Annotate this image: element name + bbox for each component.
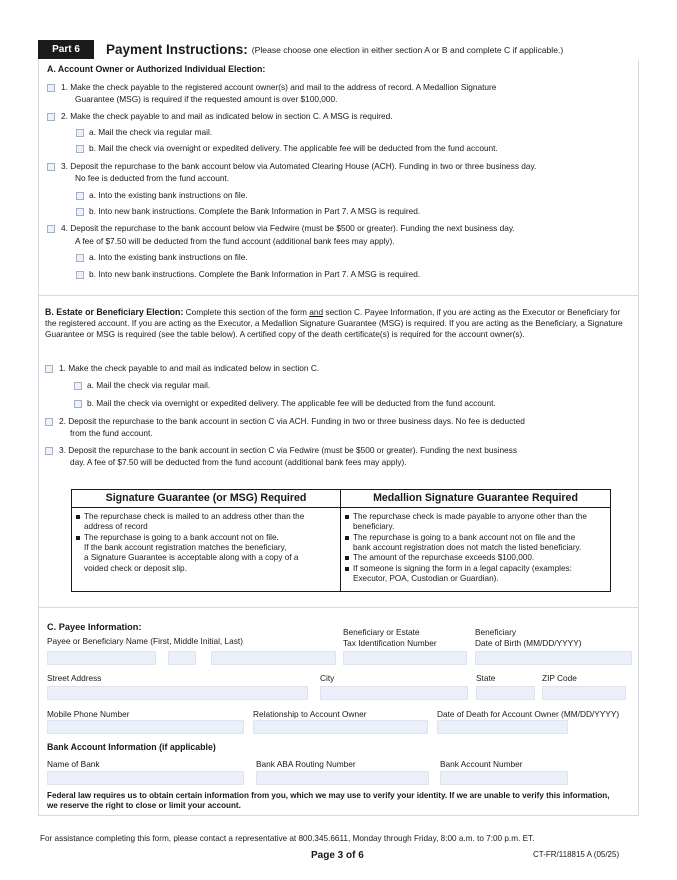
page-number: Page 3 of 6 <box>311 850 364 861</box>
section-b-intro-2: section C. Payee Information, if you are acting as the Executor or Beneficiary for the registered account. If you are acting as the Executor, a Medallion Signature Guarantee (MSG) is required. If you are acting as the Beneficiary, a Signature Guarantee or MSG is required (see the table below). A certified copy of the death certificate(s) is required for the account owner(s). <box>45 307 623 340</box>
part-title: Payment Instructions: <box>106 41 248 57</box>
section-a-option4b-text: b. Into new bank instructions. Complete the Bank Information in Part 7. A MSG is required. <box>89 269 421 279</box>
account-number-input[interactable] <box>440 771 568 785</box>
form-code: CT-FR/118815 A (05/25) <box>533 850 620 859</box>
list-item: The repurchase is going to a bank account not on file. If the bank account registration matches the beneficiary, a Signature Guarantee is acceptable along with a copy of a voided check or deposit slip. <box>76 533 337 574</box>
section-b-option3-text: 3. Deposit the repurchase to the bank account in section C via Fedwire (must be $500 or greater). Funding the next business <box>59 445 517 455</box>
tin-label-2: Tax Identification Number <box>343 638 437 648</box>
footer-assistance: For assistance completing this form, please contact a representative at 800.345.6611, Monday through Friday, 8:00 a.m. to 7:00 p.m. ET. <box>40 834 535 843</box>
section-b-option1-text: 1. Make the check payable to and mail as indicated below in section C. <box>59 363 320 373</box>
relationship-label: Relationship to Account Owner <box>253 709 367 719</box>
payee-name-label: Payee or Beneficiary Name (First, Middle Initial, Last) <box>47 636 243 646</box>
section-a-option4a-checkbox[interactable] <box>76 254 84 262</box>
tin-label-1: Beneficiary or Estate <box>343 627 420 637</box>
section-a-option2b-checkbox[interactable] <box>76 145 84 153</box>
section-a-option2a-text: a. Mail the check via regular mail. <box>89 127 213 137</box>
list-item: The repurchase is going to a bank account not on file and the bank account registration does not match the listed beneficiary. <box>345 533 607 554</box>
section-b-option1-checkbox[interactable] <box>45 365 53 373</box>
section-b-option1b-checkbox[interactable] <box>74 400 82 408</box>
section-a-option2-text: 2. Make the check payable to and mail as indicated below in section C. A MSG is required. <box>61 111 393 121</box>
part-tag: Part 6 <box>38 40 94 59</box>
section-b-option1a-checkbox[interactable] <box>74 382 82 390</box>
mobile-phone-label: Mobile Phone Number <box>47 709 130 719</box>
section-a-option3b-text: b. Into new bank instructions. Complete the Bank Information in Part 7. A MSG is required. <box>89 206 421 216</box>
table-cell-medallion-guarantee <box>341 508 611 592</box>
bank-name-input[interactable] <box>47 771 244 785</box>
zip-label: ZIP Code <box>542 673 577 683</box>
section-a-option3b-checkbox[interactable] <box>76 208 84 216</box>
section-a-option3-text-cont: No fee is deducted from the fund account. <box>75 173 230 183</box>
section-b-option2-text: 2. Deposit the repurchase to the bank account in section C via ACH. Funding in two or three business days. No fee is deducted <box>59 416 525 426</box>
section-b-option1a-text: a. Mail the check via regular mail. <box>87 380 211 390</box>
list-item: The repurchase check is mailed to an address other than the address of record <box>76 512 337 533</box>
account-number-label: Bank Account Number <box>440 759 523 769</box>
routing-number-label: Bank ABA Routing Number <box>256 759 356 769</box>
list-item: The repurchase check is made payable to anyone other than the beneficiary. <box>345 512 607 533</box>
section-b-option2-checkbox[interactable] <box>45 418 53 426</box>
section-a-option4b-checkbox[interactable] <box>76 271 84 279</box>
street-address-input[interactable] <box>47 686 308 700</box>
part-subtitle: (Please choose one election in either section A or B and complete C if applicable.) <box>251 44 564 55</box>
section-a-option2b-text: b. Mail the check via overnight or expedited delivery. The applicable fee will be deducted from the fund account. <box>89 143 498 153</box>
relationship-input[interactable] <box>253 720 428 734</box>
payee-last-name-input[interactable] <box>211 651 336 665</box>
federal-notice-line2: we reserve the right to close or limit your account. <box>47 801 241 810</box>
payee-first-name-input[interactable] <box>47 651 156 665</box>
dob-input[interactable] <box>475 651 632 665</box>
tin-input[interactable] <box>343 651 467 665</box>
section-b-intro-and: and <box>309 307 324 317</box>
dob-label-1: Beneficiary <box>475 627 517 637</box>
state-label: State <box>476 673 496 683</box>
city-input[interactable] <box>320 686 468 700</box>
section-a-option1-text-cont: Guarantee (MSG) is required if the requested amount is over $100,000. <box>75 94 338 104</box>
section-b-option3-text-cont: day. A fee of $7.50 will be deducted from the fund account (additional bank fees may apply). <box>70 457 407 467</box>
date-of-death-label: Date of Death for Account Owner (MM/DD/YYYY) <box>437 709 620 719</box>
city-label: City <box>320 673 335 683</box>
mobile-phone-input[interactable] <box>47 720 244 734</box>
section-a-option3-text: 3. Deposit the repurchase to the bank account below via Automated Clearing House (ACH). Funding in two or three business day. <box>61 161 537 171</box>
section-b-option2-text-cont: from the fund account. <box>70 428 153 438</box>
section-b-option1b-text: b. Mail the check via overnight or expedited delivery. The applicable fee will be deducted from the fund account. <box>87 398 496 408</box>
zip-input[interactable] <box>542 686 626 700</box>
section-a-option2-checkbox[interactable] <box>47 113 55 121</box>
bank-info-heading: Bank Account Information (if applicable) <box>47 742 216 752</box>
section-a-option4a-text: a. Into the existing bank instructions on file. <box>89 252 248 262</box>
section-a-option4-text-cont: A fee of $7.50 will be deducted from the fund account (additional bank fees may apply). <box>75 236 395 246</box>
bank-name-label: Name of Bank <box>47 759 100 769</box>
section-b-heading: B. Estate or Beneficiary Election: <box>45 307 184 317</box>
federal-notice-line1: Federal law requires us to obtain certain information from you, which we may use to verify your identity. If we are unable to verify this information, <box>47 791 610 800</box>
section-a-option2a-checkbox[interactable] <box>76 129 84 137</box>
table-header-signature-guarantee: Signature Guarantee (or MSG) Required <box>72 490 341 508</box>
section-b-intro <box>45 307 627 340</box>
payee-middle-initial-input[interactable] <box>168 651 196 665</box>
part-header <box>38 40 563 59</box>
section-b-intro-1: Complete this section of the form <box>185 307 307 317</box>
routing-number-input[interactable] <box>256 771 429 785</box>
section-a-option3-checkbox[interactable] <box>47 163 55 171</box>
section-a-option4-text: 4. Deposit the repurchase to the bank account below via Fedwire (must be $500 or greater). Funding the next business day. <box>61 223 515 233</box>
section-a-heading: A. Account Owner or Authorized Individual Election: <box>47 64 266 74</box>
table-header-medallion-guarantee: Medallion Signature Guarantee Required <box>341 490 611 508</box>
section-a-option3a-checkbox[interactable] <box>76 192 84 200</box>
dob-label-2: Date of Birth (MM/DD/YYYY) <box>475 638 582 648</box>
signature-guarantee-table <box>71 489 611 592</box>
section-c-heading: C. Payee Information: <box>47 622 142 632</box>
street-address-label: Street Address <box>47 673 102 683</box>
list-item: If someone is signing the form in a legal capacity (examples: Executor, POA, Custodian or Guardian). <box>345 564 607 585</box>
section-a-option4-checkbox[interactable] <box>47 225 55 233</box>
date-of-death-input[interactable] <box>437 720 568 734</box>
section-a-option1-text: 1. Make the check payable to the registered account owner(s) and mail to the address of record. A Medallion Signature <box>61 82 497 92</box>
table-cell-signature-guarantee <box>72 508 341 592</box>
section-b-option3-checkbox[interactable] <box>45 447 53 455</box>
section-a-option1-checkbox[interactable] <box>47 84 55 92</box>
list-item: The amount of the repurchase exceeds $100,000. <box>345 553 607 563</box>
section-a-option3a-text: a. Into the existing bank instructions on file. <box>89 190 248 200</box>
state-input[interactable] <box>476 686 535 700</box>
